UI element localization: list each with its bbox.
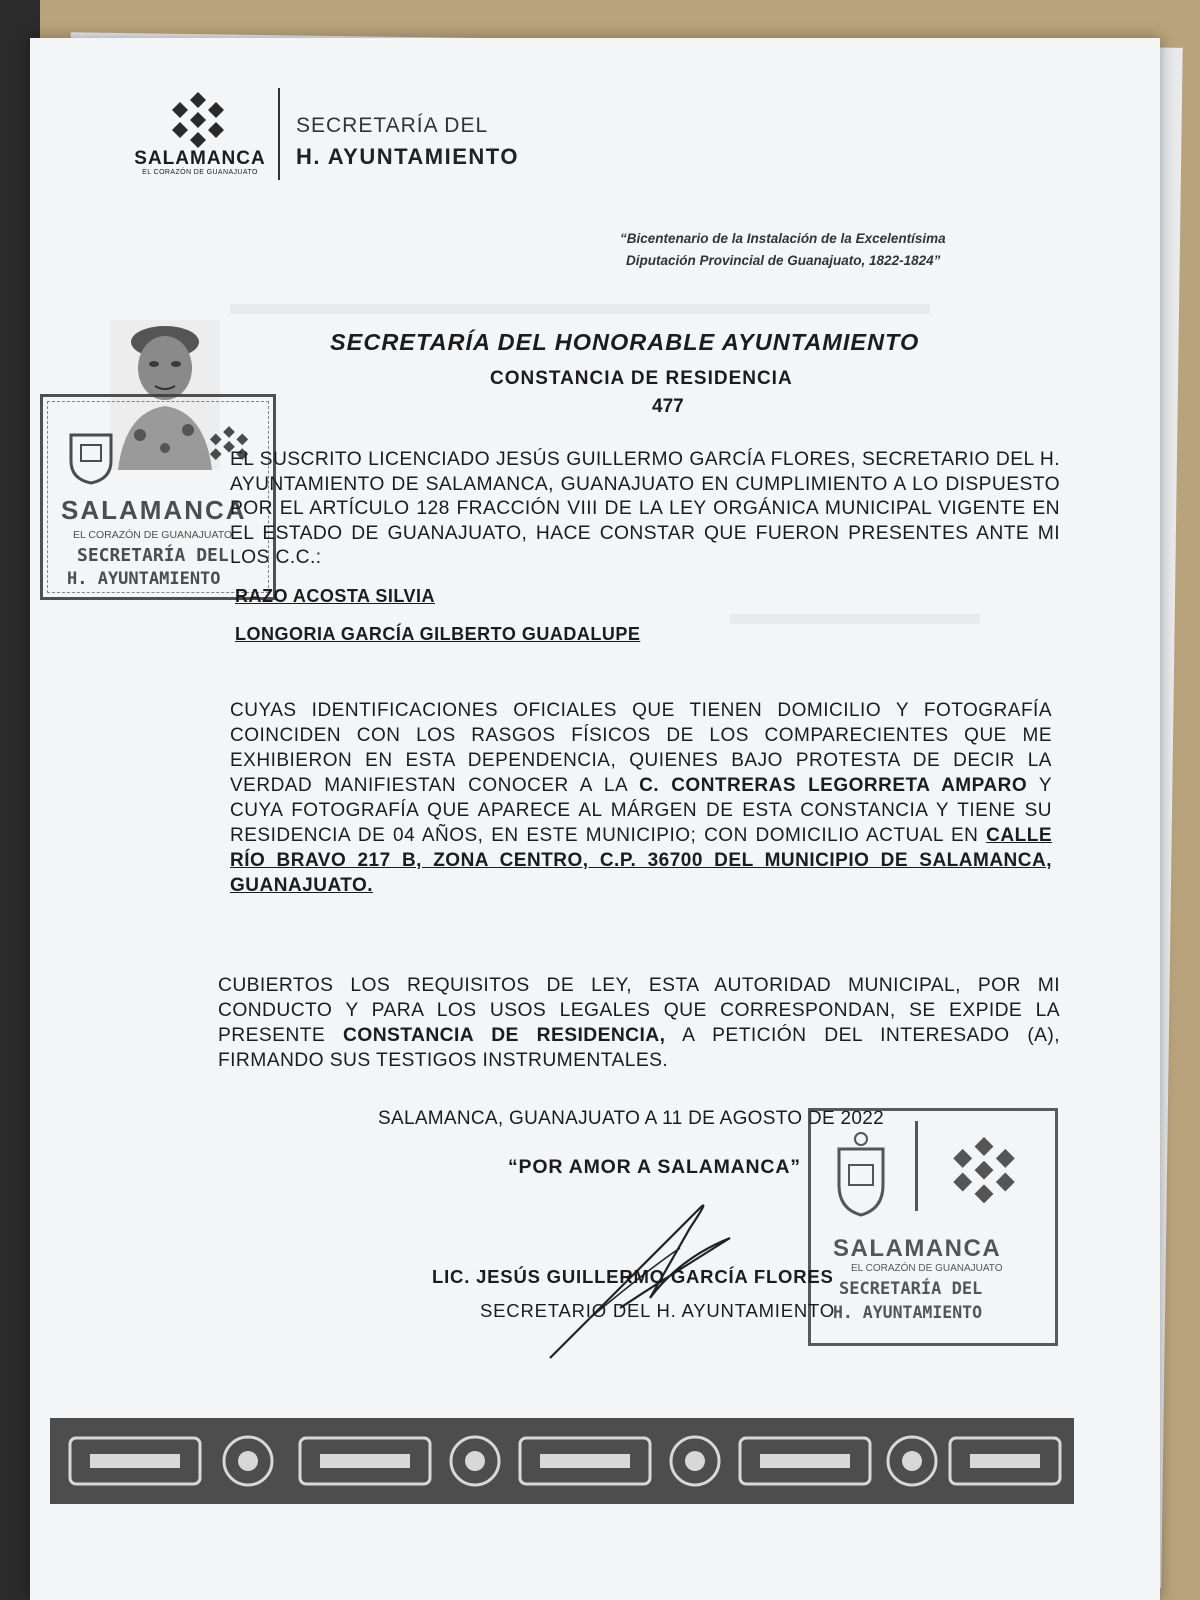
stamp-name: SALAMANCA	[61, 495, 247, 525]
body-text: CUYAS IDENTIFICACIONES OFICIALES QUE TIENEN DOMICILIO Y FOTOGRAFÍA COINCIDEN CON LOS RASGOS FÍSICOS DE LOS COMPARECIENTES QUE ME EXHIBIERON EN ESTA DEPENDENCIA, QUIENES BAJO PROTESTA DE DECIR LA VERDAD MANIFIESTAN CONOCER A LA	[230, 700, 1052, 796]
body-text: Y CUYA FOTOGRAFÍA QUE APARECE AL MÁRGEN DE ESTA CONSTANCIA Y TIENE SU RESIDENCIA DE 04 AÑOS, EN ESTE MUNICIPIO; CON DOMICILIO ACTUAL EN	[230, 775, 1053, 846]
header-divider	[278, 88, 280, 180]
salamanca-logo-icon	[160, 88, 236, 150]
resident-name: C. CONTRERAS LEGORRETA AMPARO	[639, 775, 1028, 796]
stamp-line1: SECRETARÍA DEL	[77, 545, 229, 566]
closing-text: A PETICIÓN DEL INTERESADO (A), FIRMANDO SUS TESTIGOS INSTRUMENTALES.	[218, 1025, 1060, 1071]
stamp-line2: H. AYUNTAMIENTO	[833, 1303, 983, 1322]
motto-line1: “Bicentenario de la Instalación de la Excelentísima	[620, 231, 946, 246]
motto-line2: Diputación Provincial de Guanajuato, 1822-1824”	[626, 253, 941, 268]
stamp-tagline: EL CORAZÓN DE GUANAJUATO	[73, 529, 233, 541]
stamp-tagline: EL CORAZÓN DE GUANAJUATO	[851, 1263, 1003, 1274]
stamp-name: SALAMANCA	[833, 1235, 1002, 1262]
closing-paragraph	[218, 973, 1060, 1073]
issue-date: SALAMANCA, GUANAJUATO A 11 DE AGOSTO DE 2022	[378, 1108, 884, 1129]
coat-of-arms-icon	[831, 1129, 891, 1219]
bleed-through-mark	[730, 598, 980, 624]
document-title: SECRETARÍA DEL HONORABLE AYUNTAMIENTO	[330, 329, 920, 355]
resident-address: CALLE RÍO BRAVO 217 B, ZONA CENTRO, C.P. 36700 DEL MUNICIPIO DE SALAMANCA, GUANAJUATO.	[230, 825, 1052, 896]
signer-name: LIC. JESÚS GUILLERMO GARCÍA FLORES	[432, 1266, 834, 1287]
document-number: 477	[652, 396, 684, 417]
salamanca-logo-icon	[939, 1129, 1029, 1209]
closing-emphasis: CONSTANCIA DE RESIDENCIA,	[342, 1025, 666, 1046]
decorative-footer-band	[50, 1418, 1074, 1504]
signer-title: SECRETARIO DEL H. AYUNTAMIENTO	[480, 1300, 835, 1321]
coat-of-arms-icon	[61, 427, 121, 487]
commemorative-motto	[620, 228, 1040, 272]
bleed-through-mark	[230, 288, 930, 314]
document-subtitle: CONSTANCIA DE RESIDENCIA	[490, 368, 793, 389]
slogan: “POR AMOR A SALAMANCA”	[508, 1156, 801, 1178]
department-line1: SECRETARÍA DEL	[296, 114, 489, 137]
stamp-divider	[915, 1121, 918, 1211]
intro-paragraph: EL SUSCRITO LICENCIADO JESÚS GUILLERMO GARCÍA FLORES, SECRETARIO DEL H. AYUNTAMIENTO DE SALAMANCA, GUANAJUATO EN CUMPLIMIENTO A LO DISPUESTO POR EL ARTÍCULO 128 FRACCIÓN VIII DE LA LEY ORGÁNICA MUNICIPAL VIGENTE EN EL ESTADO DE GUANAJUATO, HACE CONSTAR QUE FUERON PRESENTES ANTE MI LOS C.C.:	[230, 449, 1060, 568]
stamp-line1: SECRETARÍA DEL	[839, 1279, 983, 1299]
logo-name: SALAMANCA	[134, 148, 266, 169]
witness-name: RAZO ACOSTA SILVIA	[235, 586, 435, 606]
logo-tagline: EL CORAZÓN DE GUANAJUATO	[142, 169, 258, 176]
closing-text: CUBIERTOS LOS REQUISITOS DE LEY, ESTA AUTORIDAD MUNICIPAL, POR MI CONDUCTO Y PARA LOS USOS LEGALES QUE CORRESPONDAN, SE EXPIDE LA PRESENTE	[218, 975, 1060, 1046]
body-paragraph	[230, 698, 1052, 898]
department-line2: H. AYUNTAMIENTO	[296, 144, 519, 169]
witness-name: LONGORIA GARCÍA GILBERTO GUADALUPE	[235, 624, 641, 644]
stamp-line2: H. AYUNTAMIENTO	[67, 569, 221, 589]
document-page	[30, 38, 1160, 1600]
official-seal-stamp	[808, 1108, 1058, 1346]
